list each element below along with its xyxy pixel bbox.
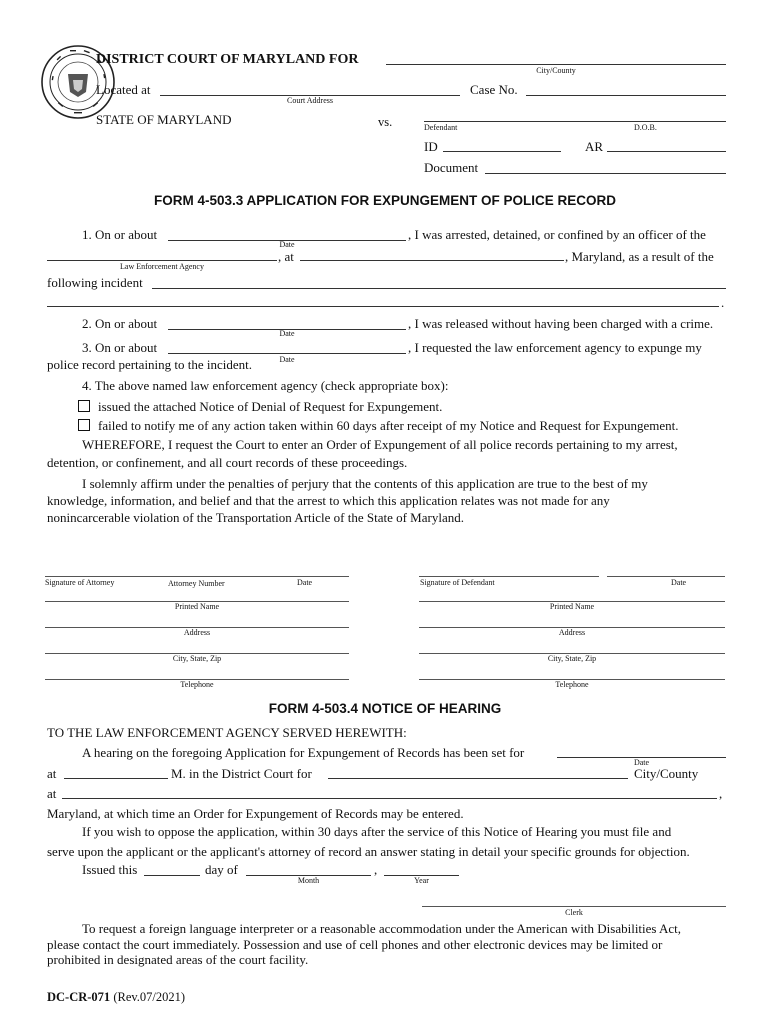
defendant-field[interactable]: [424, 121, 726, 122]
item3-start: 3. On or about: [82, 340, 158, 355]
hearing-time-field[interactable]: [64, 778, 168, 779]
defendant-city-caption: City, State, Zip: [547, 654, 597, 663]
id-field[interactable]: [443, 151, 561, 152]
attorney-date-caption: Date: [297, 578, 313, 587]
wherefore-line-1: WHEREFORE, I request the Court to enter an Order of Expungement of all police records pertaining to my arrest,: [82, 437, 678, 452]
request-date-field[interactable]: [168, 353, 406, 354]
defendant-address-caption: Address: [558, 628, 586, 637]
defendant-telephone-caption: Telephone: [555, 680, 589, 689]
issued-this-label: Issued this: [82, 862, 138, 877]
court-location-field[interactable]: [62, 798, 717, 799]
release-date-caption: Date: [279, 329, 295, 338]
item1-end: , I was arrested, detained, or confined by an officer of the: [408, 227, 706, 242]
location-field[interactable]: [300, 260, 564, 261]
defendant-signature-field[interactable]: [419, 576, 599, 577]
oppose-line-1: If you wish to oppose the application, within 30 days after the service of this Notice of Hearing you must file and: [82, 824, 672, 839]
city-county-label: City/County: [634, 766, 699, 781]
maryland-result-label: , Maryland, as a result of the: [565, 249, 714, 264]
month-caption: Month: [297, 876, 320, 885]
form-revision: (Rev.07/2021): [113, 990, 186, 1004]
clerk-signature-field[interactable]: [422, 906, 726, 907]
hearing-at-label: at: [47, 766, 57, 781]
day-of-label: day of: [205, 862, 238, 877]
issued-comma: ,: [374, 862, 378, 877]
affirm-line-2: knowledge, information, and belief and that the arrest to which this application relates was not made for any: [47, 493, 610, 508]
attorney-printed-name-caption: Printed Name: [174, 602, 220, 611]
item4-label: 4. The above named law enforcement agency (check appropriate box):: [82, 378, 449, 393]
denial-checkbox[interactable]: [78, 400, 90, 412]
attorney-signature-field[interactable]: [45, 576, 349, 577]
defendant-printed-name-caption: Printed Name: [549, 602, 595, 611]
affirm-line-1: I solemnly affirm under the penalties of perjury that the contents of this application are true to the best of my: [82, 476, 648, 491]
attorney-number-caption: Attorney Number: [168, 579, 225, 588]
interpreter-line-2: please contact the court immediately. Possession and use of cell phones and other electronic devices may be limited or: [47, 937, 663, 952]
city-county-field[interactable]: [386, 64, 726, 65]
court-location-comma: ,: [719, 786, 723, 801]
ar-label: AR: [585, 139, 604, 154]
issued-day-field[interactable]: [144, 875, 200, 876]
request-date-caption: Date: [279, 355, 295, 364]
form-footer: [47, 990, 185, 1005]
oppose-line-2: serve upon the applicant or the applicant's attorney of record an answer stating in detail your specific grounds for objection.: [47, 844, 690, 859]
court-location-at-label: at: [47, 786, 57, 801]
ar-field[interactable]: [607, 151, 726, 152]
item1-start: 1. On or about: [82, 227, 158, 242]
interpreter-line-3: prohibited in designated areas of the court facility.: [47, 952, 309, 967]
attorney-address-caption: Address: [183, 628, 211, 637]
attorney-telephone-caption: Telephone: [180, 680, 214, 689]
attorney-signature-caption: Signature of Attorney: [45, 578, 115, 587]
defendant-signature-caption: Signature of Defendant: [420, 578, 495, 587]
document-field[interactable]: [485, 173, 726, 174]
dob-caption: D.O.B.: [634, 123, 657, 132]
court-address-caption: Court Address: [287, 96, 333, 105]
incident-period: .: [721, 295, 725, 310]
affirm-line-3: nonincarcerable violation of the Transportation Article of the State of Maryland.: [47, 510, 464, 525]
city-county-caption: City/County: [536, 66, 576, 75]
wherefore-line-2: detention, or confinement, and all court records of these proceedings.: [47, 455, 408, 470]
defendant-date-field[interactable]: [607, 576, 725, 577]
hearing-date-caption: Date: [633, 758, 650, 767]
no-response-option-label: failed to notify me of any action taken within 60 days after receipt of my Notice and Request for Expungement.: [98, 418, 679, 433]
incident-field-1[interactable]: [152, 288, 726, 289]
item3-cont: police record pertaining to the incident.: [47, 357, 253, 372]
located-at-label: Located at: [96, 82, 151, 97]
at-label: , at: [278, 249, 294, 264]
application-title: FORM 4-503.3 APPLICATION FOR EXPUNGEMENT OF POLICE RECORD: [153, 193, 617, 208]
no-response-checkbox[interactable]: [78, 419, 90, 431]
item3-end: , I requested the law enforcement agency to expunge my: [408, 340, 702, 355]
following-incident-label: following incident: [47, 275, 143, 290]
form-number: DC-CR-071: [47, 990, 111, 1004]
notice-title: FORM 4-503.4 NOTICE OF HEARING: [268, 701, 502, 716]
agency-field[interactable]: [47, 260, 277, 261]
m-in-court-label: M. in the District Court for: [171, 766, 312, 781]
hearing-city-county-field[interactable]: [328, 778, 628, 779]
interpreter-line-1: To request a foreign language interpreter or a reasonable accommodation under the American with Disabilities Act,: [82, 921, 682, 936]
court-title: DISTRICT COURT OF MARYLAND FOR: [96, 52, 359, 67]
hearing-text: A hearing on the foregoing Application for Expungement of Records has been set for: [82, 745, 525, 760]
incident-field-2[interactable]: [47, 306, 719, 307]
item2-start: 2. On or about: [82, 316, 158, 331]
clerk-caption: Clerk: [565, 908, 583, 917]
notice-to-line: TO THE LAW ENFORCEMENT AGENCY SERVED HEREWITH:: [47, 725, 407, 740]
maryland-line: Maryland, at which time an Order for Expungement of Records may be entered.: [47, 806, 464, 821]
defendant-caption: Defendant: [424, 123, 458, 132]
vs-label: vs.: [378, 115, 393, 129]
id-label: ID: [424, 139, 438, 154]
attorney-city-caption: City, State, Zip: [172, 654, 222, 663]
item2-end: , I was released without having been charged with a crime.: [408, 316, 714, 331]
denial-option-label: issued the attached Notice of Denial of Request for Expungement.: [98, 399, 443, 414]
case-no-field[interactable]: [526, 95, 726, 96]
document-label: Document: [424, 160, 479, 175]
year-caption: Year: [414, 876, 429, 885]
defendant-date-caption: Date: [671, 578, 687, 587]
case-no-label: Case No.: [470, 82, 518, 97]
arrest-date-caption: Date: [279, 240, 295, 249]
agency-caption: Law Enforcement Agency: [120, 262, 204, 271]
state-label: STATE OF MARYLAND: [96, 112, 232, 127]
